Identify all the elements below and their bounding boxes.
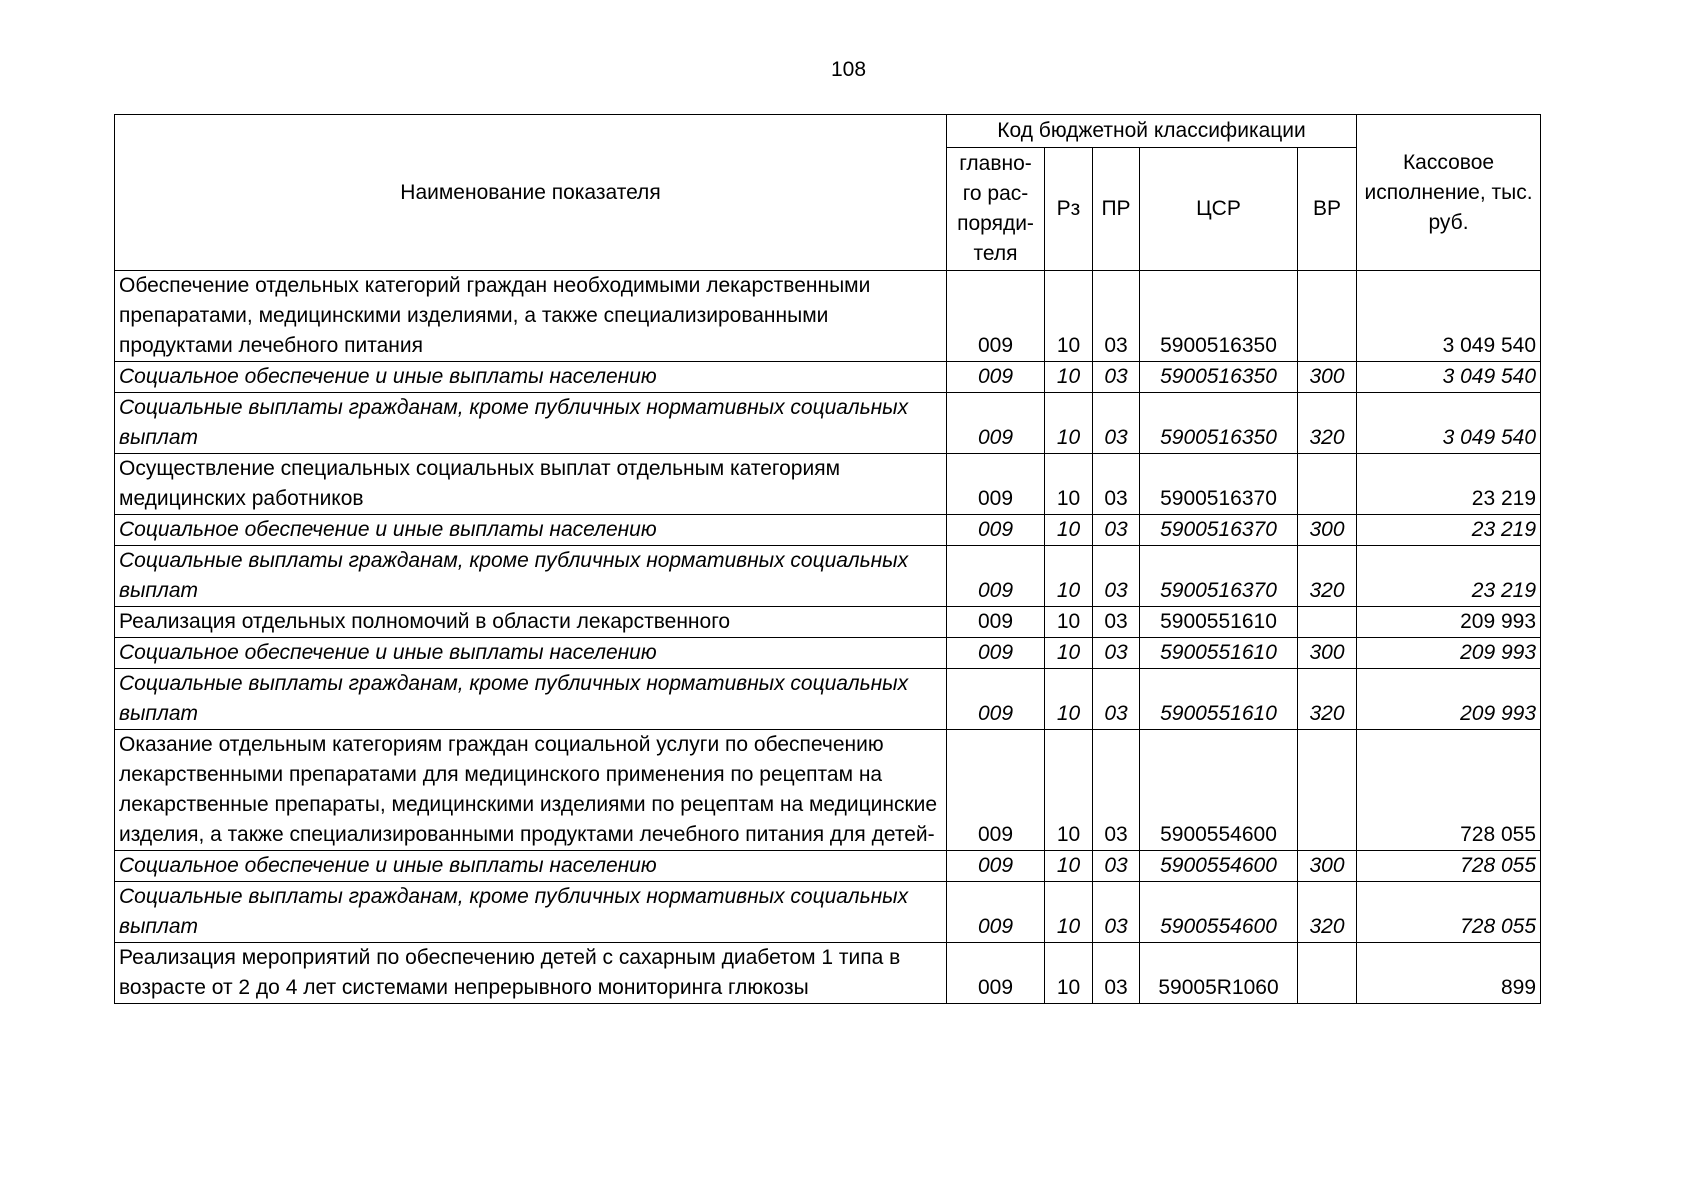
- header-pr: ПР: [1093, 148, 1140, 271]
- cell-csr: 5900516370: [1140, 454, 1298, 515]
- cell-vr: 320: [1298, 669, 1357, 730]
- cell-name: Социальные выплаты гражданам, кроме публичных нормативных социальных выплат: [115, 882, 947, 943]
- cell-vr: [1298, 271, 1357, 362]
- cell-csr: 5900516370: [1140, 515, 1298, 546]
- cell-name: Социальное обеспечение и иные выплаты населению: [115, 851, 947, 882]
- cell-amount: 23 219: [1357, 515, 1541, 546]
- cell-rz: 10: [1045, 607, 1093, 638]
- cell-vr: 300: [1298, 515, 1357, 546]
- cell-amount: 3 049 540: [1357, 271, 1541, 362]
- cell-pr: 03: [1093, 882, 1140, 943]
- cell-csr: 5900516350: [1140, 393, 1298, 454]
- table-row: [115, 638, 1541, 669]
- cell-amount: 728 055: [1357, 730, 1541, 851]
- table-row: [115, 362, 1541, 393]
- table-row: [115, 271, 1541, 362]
- cell-csr: 59005R1060: [1140, 943, 1298, 1004]
- cell-csr: 5900554600: [1140, 882, 1298, 943]
- cell-name: Социальное обеспечение и иные выплаты населению: [115, 362, 947, 393]
- cell-rz: 10: [1045, 393, 1093, 454]
- cell-vr: 300: [1298, 362, 1357, 393]
- header-vr: ВР: [1298, 148, 1357, 271]
- cell-rz: 10: [1045, 362, 1093, 393]
- cell-rz: 10: [1045, 730, 1093, 851]
- cell-csr: 5900516350: [1140, 271, 1298, 362]
- cell-amount: 23 219: [1357, 546, 1541, 607]
- cell-csr: 5900551610: [1140, 669, 1298, 730]
- cell-rz: 10: [1045, 271, 1093, 362]
- cell-name: Социальное обеспечение и иные выплаты населению: [115, 638, 947, 669]
- table-row: [115, 882, 1541, 943]
- cell-pr: 03: [1093, 271, 1140, 362]
- cell-csr: 5900516370: [1140, 546, 1298, 607]
- cell-main-manager: 009: [947, 638, 1045, 669]
- cell-rz: 10: [1045, 669, 1093, 730]
- cell-pr: 03: [1093, 546, 1140, 607]
- cell-vr: [1298, 454, 1357, 515]
- cell-main-manager: 009: [947, 882, 1045, 943]
- cell-pr: 03: [1093, 638, 1140, 669]
- cell-rz: 10: [1045, 851, 1093, 882]
- cell-main-manager: 009: [947, 943, 1045, 1004]
- cell-amount: 209 993: [1357, 638, 1541, 669]
- cell-pr: 03: [1093, 851, 1140, 882]
- cell-rz: 10: [1045, 882, 1093, 943]
- cell-pr: 03: [1093, 362, 1140, 393]
- cell-pr: 03: [1093, 943, 1140, 1004]
- header-name: Наименование показателя: [115, 115, 947, 271]
- table-row: [115, 730, 1541, 851]
- cell-vr: 320: [1298, 546, 1357, 607]
- cell-pr: 03: [1093, 607, 1140, 638]
- cell-csr: 5900551610: [1140, 607, 1298, 638]
- cell-rz: 10: [1045, 454, 1093, 515]
- table-row: [115, 851, 1541, 882]
- cell-name: Реализация отдельных полномочий в области лекарственного: [115, 607, 947, 638]
- cell-main-manager: 009: [947, 669, 1045, 730]
- cell-name: Социальное обеспечение и иные выплаты населению: [115, 515, 947, 546]
- cell-vr: 300: [1298, 851, 1357, 882]
- cell-csr: 5900554600: [1140, 851, 1298, 882]
- cell-amount: 3 049 540: [1357, 362, 1541, 393]
- cell-vr: [1298, 607, 1357, 638]
- cell-amount: 728 055: [1357, 851, 1541, 882]
- cell-csr: 5900554600: [1140, 730, 1298, 851]
- cell-vr: 300: [1298, 638, 1357, 669]
- header-rz: Рз: [1045, 148, 1093, 271]
- cell-rz: 10: [1045, 638, 1093, 669]
- cell-amount: 209 993: [1357, 607, 1541, 638]
- cell-pr: 03: [1093, 730, 1140, 851]
- cell-main-manager: 009: [947, 271, 1045, 362]
- cell-main-manager: 009: [947, 454, 1045, 515]
- table-row: [115, 943, 1541, 1004]
- cell-rz: 10: [1045, 943, 1093, 1004]
- cell-amount: 23 219: [1357, 454, 1541, 515]
- cell-main-manager: 009: [947, 730, 1045, 851]
- cell-vr: [1298, 730, 1357, 851]
- table-row: [115, 669, 1541, 730]
- cell-csr: 5900551610: [1140, 638, 1298, 669]
- cell-amount: 3 049 540: [1357, 393, 1541, 454]
- table-body: [115, 271, 1541, 1004]
- cell-main-manager: 009: [947, 362, 1045, 393]
- cell-pr: 03: [1093, 515, 1140, 546]
- cell-main-manager: 009: [947, 851, 1045, 882]
- cell-main-manager: 009: [947, 607, 1045, 638]
- header-main-manager: главно-го рас-поряди-теля: [947, 148, 1045, 271]
- cell-name: Социальные выплаты гражданам, кроме публичных нормативных социальных выплат: [115, 546, 947, 607]
- cell-vr: [1298, 943, 1357, 1004]
- cell-pr: 03: [1093, 454, 1140, 515]
- cell-name: Осуществление специальных социальных выплат отдельным категориям медицинских работников: [115, 454, 947, 515]
- cell-main-manager: 009: [947, 546, 1045, 607]
- cell-name: Обеспечение отдельных категорий граждан необходимыми лекарственными препаратами, медицинскими изделиями, а также специализированными продуктами лечебного питания: [115, 271, 947, 362]
- cell-amount: 899: [1357, 943, 1541, 1004]
- cell-name: Оказание отдельным категориям граждан социальной услуги по обеспечению лекарственными препаратами для медицинского применения по рецептам на лекарственные препараты, медицинскими изделиями по рецептам на медицинские изделия, а также специализированными продуктами лечебного питания для детей-: [115, 730, 947, 851]
- cell-vr: 320: [1298, 882, 1357, 943]
- cell-csr: 5900516350: [1140, 362, 1298, 393]
- table-row: [115, 393, 1541, 454]
- table-row: [115, 546, 1541, 607]
- budget-table: [114, 114, 1541, 1004]
- table-row: [115, 515, 1541, 546]
- cell-main-manager: 009: [947, 393, 1045, 454]
- cell-amount: 209 993: [1357, 669, 1541, 730]
- table-header: [115, 115, 1541, 271]
- cell-name: Реализация мероприятий по обеспечению детей с сахарным диабетом 1 типа в возрасте от 2 до 4 лет системами непрерывного мониторинга глюкозы: [115, 943, 947, 1004]
- cell-rz: 10: [1045, 515, 1093, 546]
- page-number: 108: [830, 58, 867, 81]
- table-row: [115, 454, 1541, 515]
- cell-main-manager: 009: [947, 515, 1045, 546]
- cell-vr: 320: [1298, 393, 1357, 454]
- table-row: [115, 607, 1541, 638]
- header-csr: ЦСР: [1140, 148, 1298, 271]
- cell-amount: 728 055: [1357, 882, 1541, 943]
- header-amount: Кассовое исполнение, тыс. руб.: [1357, 115, 1541, 271]
- cell-rz: 10: [1045, 546, 1093, 607]
- cell-name: Социальные выплаты гражданам, кроме публичных нормативных социальных выплат: [115, 393, 947, 454]
- cell-pr: 03: [1093, 669, 1140, 730]
- cell-pr: 03: [1093, 393, 1140, 454]
- header-kbk-group: Код бюджетной классификации: [947, 115, 1357, 148]
- cell-name: Социальные выплаты гражданам, кроме публичных нормативных социальных выплат: [115, 669, 947, 730]
